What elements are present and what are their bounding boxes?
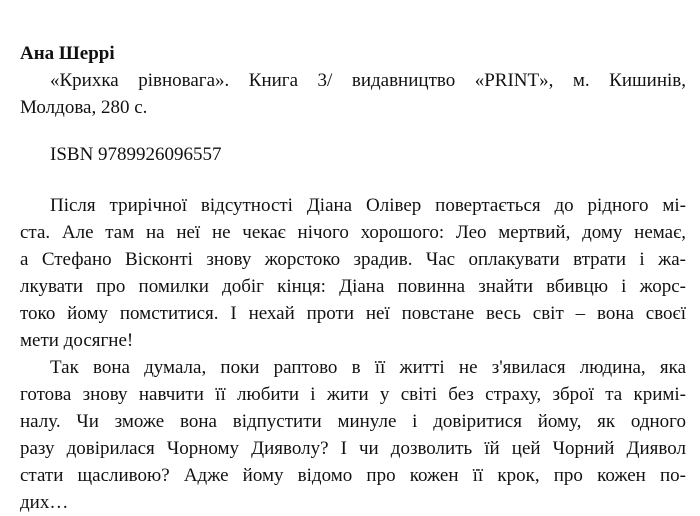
paragraph-1-line: ста. Але там на неї не чекає нічого хорошого: Лео мертвий, дому немає, (20, 222, 686, 243)
paragraph-2-line: стати щасливою? Адже йому відомо про кожен її крок, про кожен по- (20, 465, 686, 486)
citation-line-2: Молдова, 280 с. (20, 97, 148, 118)
paragraph-1-line: мети досягне! (20, 330, 134, 351)
author-name: Ана Шеррі (20, 43, 115, 64)
paragraph-2-line: дих… (20, 492, 69, 513)
blurb (20, 192, 686, 516)
paragraph-2-line: разу довірилася Чорному Дияволу? І чи дозволить їй цей Чорний Диявол (20, 438, 686, 459)
paragraph-1-line: токо йому помститися. І нехай проти неї повстане весь світ – вона своєї (20, 303, 686, 324)
citation-line-1: «Крихка рівновага». Книга 3/ видавництво «PRINT», м. Кишинів, (50, 70, 686, 91)
paragraph-1-line: Після трирічної відсутності Діана Олівер повертається до рідного мі- (50, 195, 686, 216)
paragraph-1-line: лкувати про помилки добіг кінця: Діана повинна знайти вбивцю і жорс- (20, 276, 686, 297)
paragraph-2-line: готова знову навчити її любити і жити у світі без страху, зброї та кримі- (20, 384, 686, 405)
paragraph-2 (20, 354, 686, 516)
paragraph-2-line: налу. Чи зможе вона відпустити минуле і довіритися йому, як одного (20, 411, 686, 432)
isbn: ISBN 9789926096557 (50, 144, 222, 165)
book-annotation (20, 40, 686, 516)
paragraph-2-line: Так вона думала, поки раптово в її житті не з'явилася людина, яка (50, 357, 686, 378)
paragraph-1 (20, 192, 686, 354)
paragraph-1-line: а Стефано Вісконті знову жорстоко зрадив. Час оплакувати втрати і жа- (20, 249, 686, 270)
citation (20, 67, 686, 121)
